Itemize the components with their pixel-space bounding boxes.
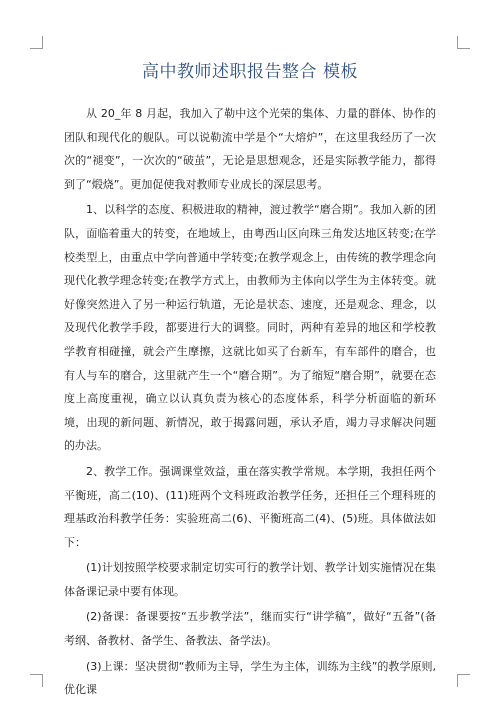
- paragraph-intro: 从 20_年 8 月起，我加入了勒中这个光荣的集体、力量的群体、协作的团队和现代化的舰队。可以说勒流中学是个“大熔炉”，在这里我经历了一次次的“褪变”，一次次的“破茧”，无论是思想观念，还是实际教学能力，都得到了“煅烧”。更加促使我对教师专业成长的深层思考。: [64, 107, 436, 191]
- crop-mark-top-right: [457, 36, 470, 49]
- crop-mark-bottom-left: [30, 674, 43, 687]
- document-body: [64, 102, 436, 702]
- paragraph-section-2: 2、教学工作。强调课堂效益，重在落实教学常规。本学期，我担任两个平衡班，高二(10)、(11)班两个文科班政治教学任务，还担任三个理科班的理基政治科教学任务：实验班高二(6)、平衡班高二(4)、(5)班。具体做法如下：: [64, 464, 436, 549]
- paragraph-item-lesson-prep: (2)备课：备课要按“五步教学法”，继而实行“讲学稿”，做好“五备”(备考纲、备教材、备学生、备教法、备学法)。: [64, 610, 436, 648]
- document-page: [64, 60, 436, 704]
- paragraph-item-teaching: (3)上课：坚决贯彻“教师为主导，学生为主体，训练为主线”的教学原则,优化课: [64, 659, 436, 697]
- paragraph-item-plan: (1)计划按照学校要求制定切实可行的教学计划、教学计划实施情况在集体备课记录中要有体现。: [64, 561, 436, 598]
- document-title: 高中教师述职报告整合 模板: [142, 62, 358, 82]
- crop-mark-top-left: [30, 36, 43, 49]
- paragraph-section-1: 1、以科学的态度、积极进取的精神，渡过教学“磨合期”。我加入新的团队，面临着重大的转变，在地域上，由粤西山区向珠三角发达地区转变;在学校类型上，由重点中学向普通中学转变;在教学观念上，由传统的教学理念向现代化教学理念转变;在教学方式上，由教师为主体向以学生为主体转变。就好像突然进入了另一种运行轨道，无论是状态、速度，还是观念、理念，以及现代化教学手段，都要进行大的调整。同时，两种有差异的地区和学校教学教育相碰撞，就会产生摩擦，这就比如买了台新车，有车部件的磨合，也有人与车的磨合，这里就产生一个“磨合期”。为了缩短“磨合期”，就要在态度上高度重视，确立以认真负责为核心的态度体系，科学分析面临的新环境，出现的新问题、新情况，敢于揭露问题，承认矛盾，竭力寻求解决问题的办法。: [64, 203, 436, 453]
- crop-mark-bottom-right: [457, 674, 470, 687]
